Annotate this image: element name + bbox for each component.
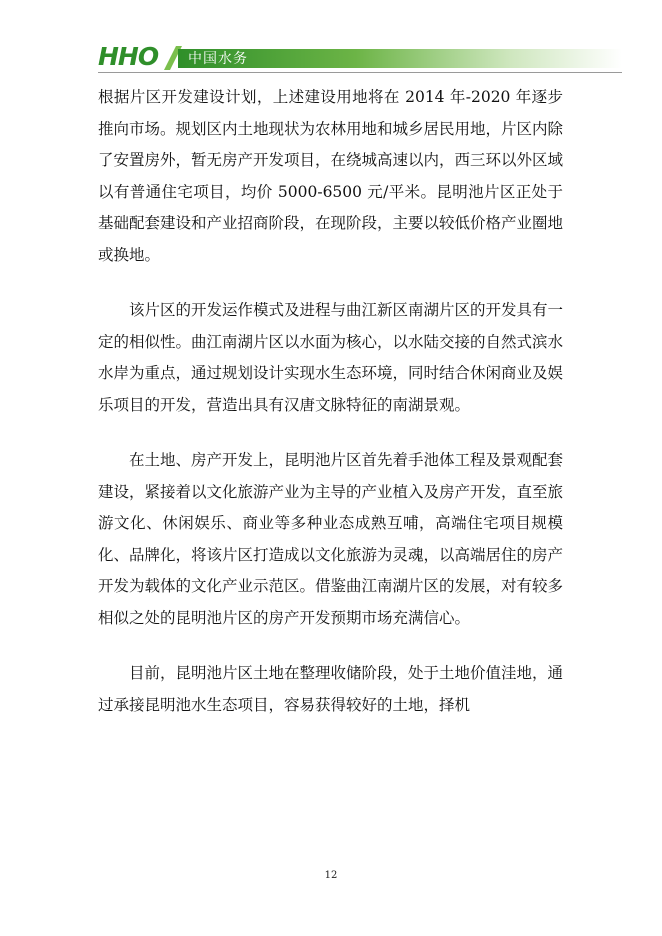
page-number: 12 [324,870,338,881]
paragraph-3: 在土地、房产开发上，昆明池片区首先着手池体工程及景观配套建设，紧接着以文化旅游产业为主导的产业植入及房产开发，直至旅游文化、休闲娱乐、商业等多种业态成熟互哺，高端住宅项目规模化、品牌化，将该片区打造成以文化旅游为灵魂，以高端居住的房产开发为载体的文化产业示范区。借鉴曲江南湖片区的发展，对有较多相似之处的昆明池片区的房产开发预期市场充满信心。 [98,451,564,627]
paragraph-2: 该片区的开发运作模式及进程与曲江新区南湖片区的开发具有一定的相似性。曲江南湖片区以水面为核心，以水陆交接的自然式滨水水岸为重点，通过规划设计实现水生态环境，同时结合休闲商业及娱乐项目的开发，营造出具有汉唐文脉特征的南湖景观。 [98,301,564,414]
hho-logo: HHO [98,42,159,71]
document-body [98,82,563,745]
header-divider [98,72,622,73]
paragraph-1: 根据片区开发建设计划，上述建设用地将在 2014 年-2020 年逐步推向市场。规划区内土地现状为农林用地和城乡居民用地，片区内除了安置房外，暂无房产开发项目，在绕城高速以内，西三环以外区域以有普通住宅项目，均价 5000-6500 元/平米。昆明池片区正处于基础配套建设和产业招商阶段，在现阶段，主要以较低价格产业圈地或换地。 [98,88,564,264]
page-header [98,36,622,76]
logo-company-name: 中国水务 [188,51,248,67]
paragraph-4: 目前，昆明池片区土地在整理收储阶段，处于土地价值洼地，通过承接昆明池水生态项目，容易获得较好的土地，择机 [98,664,564,714]
